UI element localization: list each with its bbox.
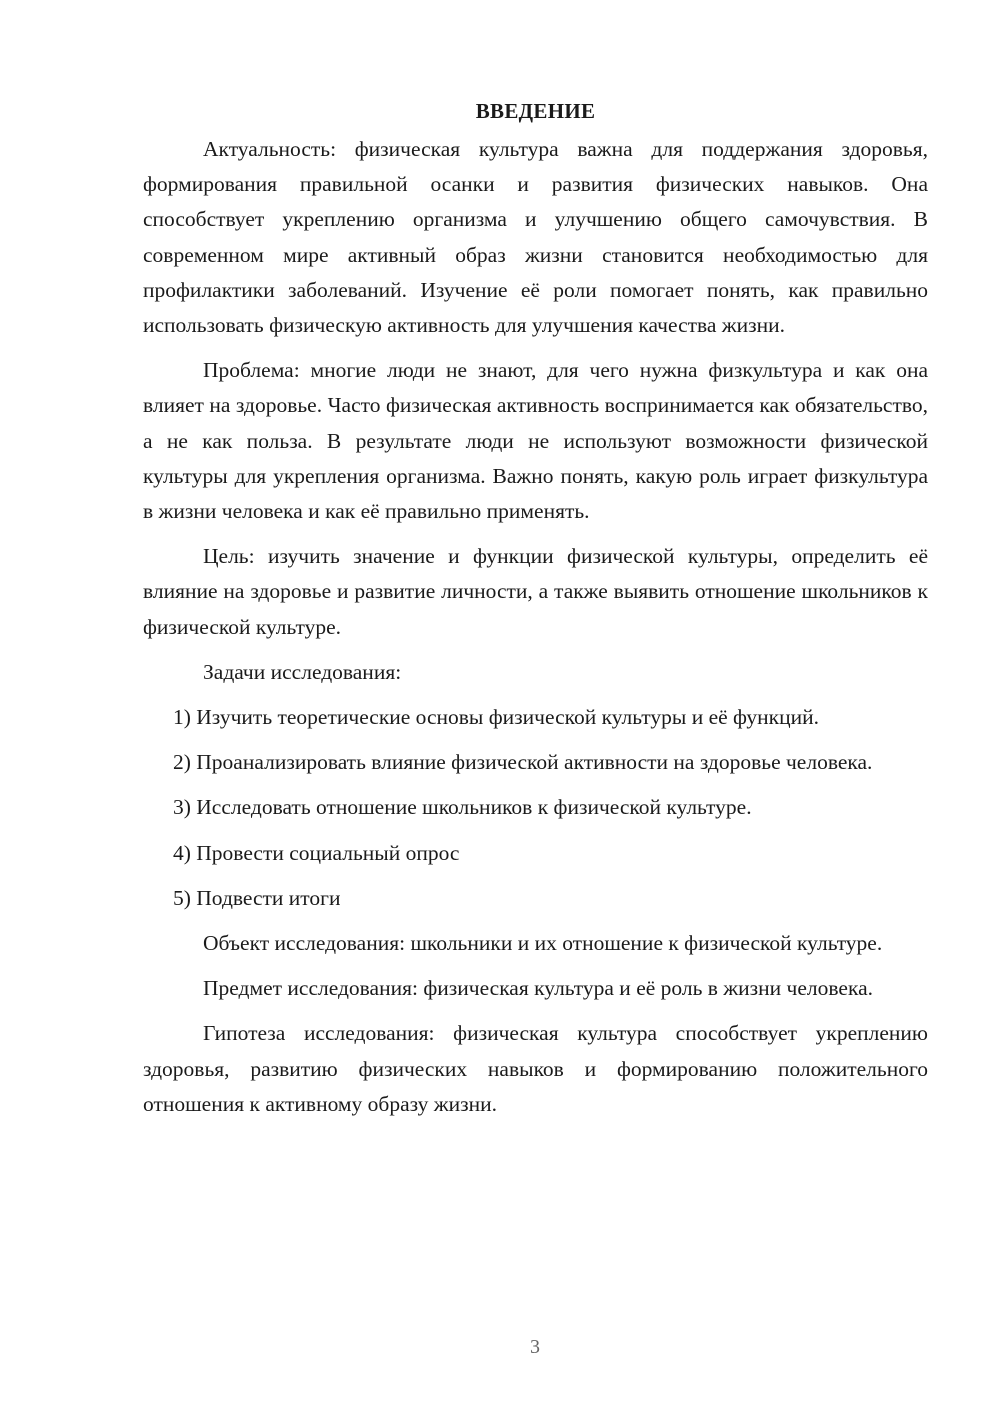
document-page — [143, 96, 928, 1132]
relevance-paragraph: Актуальность: физическая культура важна для поддержания здоровья, формирования правильной осанки и развития физических навыков. Она способствует укреплению организма и улучшению общего самочувствия. В современном мире активный образ жизни становится необходимостью для профилактики заболеваний. Изучение её роли помогает понять, как правильно использовать физическую активность для улучшения качества жизни. — [143, 137, 928, 338]
object-paragraph: Объект исследования: школьники и их отношение к физической культуре. — [203, 931, 883, 956]
task-item-5: 5) Подвести итоги — [173, 885, 341, 910]
goal-paragraph: Цель: изучить значение и функции физической культуры, определить её влияние на здоровье и развитие личности, а также выявить отношение школьников к физической культуре. — [143, 544, 928, 639]
task-item-1: 1) Изучить теоретические основы физической культуры и её функций. — [173, 705, 820, 730]
problem-paragraph: Проблема: многие люди не знают, для чего нужна физкультура и как она влияет на здоровье. Часто физическая активность воспринимается как обязательство, а не как польза. В результате люди не используют возможности физической культуры для укрепления организма. Важно понять, какую роль играет физкультура в жизни человека и как её правильно применять. — [143, 358, 928, 524]
section-title: ВВЕДЕНИЕ — [475, 99, 596, 123]
task-item-2: 2) Проанализировать влияние физической активности на здоровье человека. — [173, 750, 873, 775]
hypothesis-paragraph: Гипотеза исследования: физическая культура способствует укреплению здоровья, развитию физических навыков и формированию положительного отношения к активному образу жизни. — [143, 1021, 928, 1116]
task-item-4: 4) Провести социальный опрос — [173, 840, 460, 865]
tasks-heading: Задачи исследования: — [203, 659, 402, 684]
task-item-3: 3) Исследовать отношение школьников к физической культуре. — [173, 795, 752, 820]
subject-paragraph: Предмет исследования: физическая культура и её роль в жизни человека. — [203, 976, 873, 1001]
page-number: 3 — [530, 1336, 540, 1358]
